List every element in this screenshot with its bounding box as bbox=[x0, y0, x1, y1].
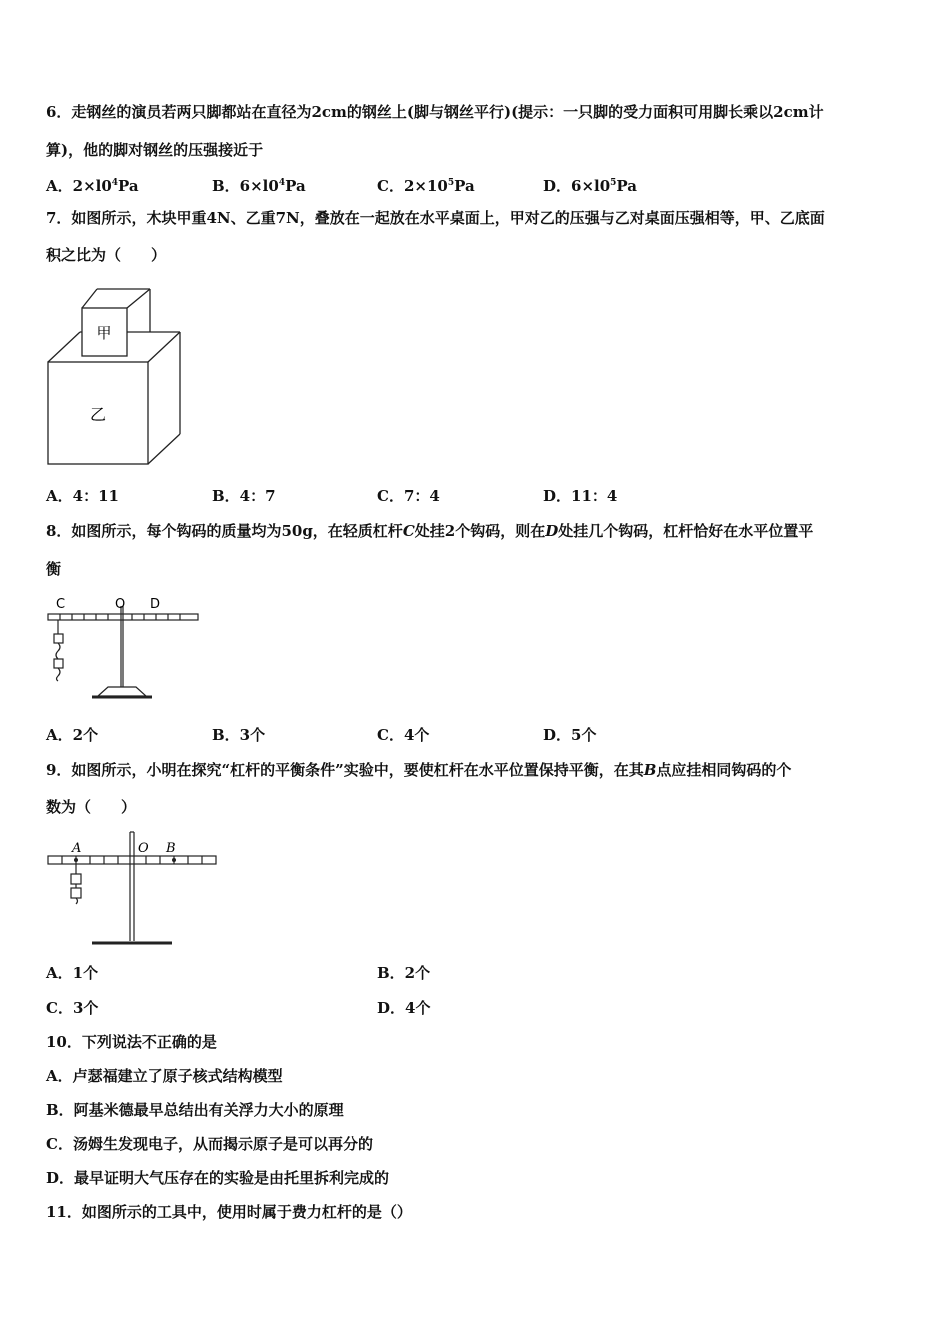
q11-stem: 11．如图所示的工具中，使用时属于费力杠杆的是（） bbox=[46, 1203, 412, 1221]
block-yi-label: 乙 bbox=[89, 405, 107, 424]
q6-stem-line1: 6．走钢丝的演员若两只脚都站在直径为2cm的钢丝上(脚与钢丝平行)(提示：一只脚的受力面积可用脚长乘以2cm计 bbox=[46, 103, 824, 121]
q9-option-c: C．3个 bbox=[46, 999, 99, 1017]
q7-stem-line2: 积之比为（ ） bbox=[46, 246, 167, 264]
q10-option-d: D．最早证明大气压存在的实验是由托里拆利完成的 bbox=[46, 1169, 390, 1187]
q7-option-b: B．4：7 bbox=[212, 487, 276, 505]
q9-lever-figure bbox=[40, 828, 225, 950]
q7-option-c: C．7：4 bbox=[377, 487, 440, 505]
q9-option-b: B．2个 bbox=[377, 964, 431, 982]
q10-option-a: A．卢瑟福建立了原子核式结构模型 bbox=[46, 1067, 283, 1085]
q8-option-b: B．3个 bbox=[212, 726, 266, 744]
q6-option-a: A．$2\times l0^4Pa$ bbox=[46, 177, 139, 195]
point-d-label: D bbox=[150, 597, 161, 612]
q9-option-a: A．1个 bbox=[46, 964, 99, 982]
q10-stem: 10．下列说法不正确的是 bbox=[46, 1033, 217, 1051]
q8-stem-line1: 8．如图所示，每个钩码的质量均为50g，在轻质杠杆C处挂2个钩码，则在D处挂几个钩码，杠杆恰好在水平位置平 bbox=[46, 522, 814, 540]
q9-stem-line2: 数为（ ） bbox=[46, 798, 137, 816]
point-o-label: O bbox=[138, 841, 149, 856]
block-jia-label: 甲 bbox=[96, 324, 112, 342]
q10-option-b: B．阿基米德最早总结出有关浮力大小的原理 bbox=[46, 1101, 344, 1119]
q7-option-a: A．4：11 bbox=[46, 487, 119, 505]
q7-blocks-figure bbox=[40, 282, 190, 472]
q9-option-d: D．4个 bbox=[377, 999, 431, 1017]
q8-option-a: A．2个 bbox=[46, 726, 99, 744]
q7-option-d: D．11：4 bbox=[543, 487, 618, 505]
q8-stem-line2: 衡 bbox=[46, 560, 62, 578]
point-o-label: O bbox=[115, 597, 126, 612]
q8-option-d: D．5个 bbox=[543, 726, 597, 744]
q10-option-c: C．汤姆生发现电子，从而揭示原子是可以再分的 bbox=[46, 1135, 373, 1153]
q6-option-d: D．$6\times l0^5Pa$ bbox=[543, 177, 638, 195]
q8-option-c: C．4个 bbox=[377, 726, 430, 744]
q9-stem-line1: 9．如图所示，小明在探究“杠杆的平衡条件”实验中，要使杠杆在水平位置保持平衡，在其B点应挂相同钩码的个 bbox=[46, 761, 792, 779]
q6-option-c: C．$2\times 10^5Pa$ bbox=[377, 177, 475, 195]
q8-lever-figure bbox=[40, 592, 205, 704]
point-a-label: A bbox=[72, 841, 82, 856]
point-c-label: C bbox=[56, 597, 66, 612]
point-b-label: B bbox=[166, 841, 176, 856]
q6-option-b: B．$6\times l0^4Pa$ bbox=[212, 177, 306, 195]
q7-stem-line1: 7．如图所示，木块甲重4N、乙重7N，叠放在一起放在水平桌面上，甲对乙的压强与乙对桌面压强相等，甲、乙底面 bbox=[46, 209, 825, 227]
q6-stem-line2: 算)，他的脚对钢丝的压强接近于 bbox=[46, 141, 264, 159]
